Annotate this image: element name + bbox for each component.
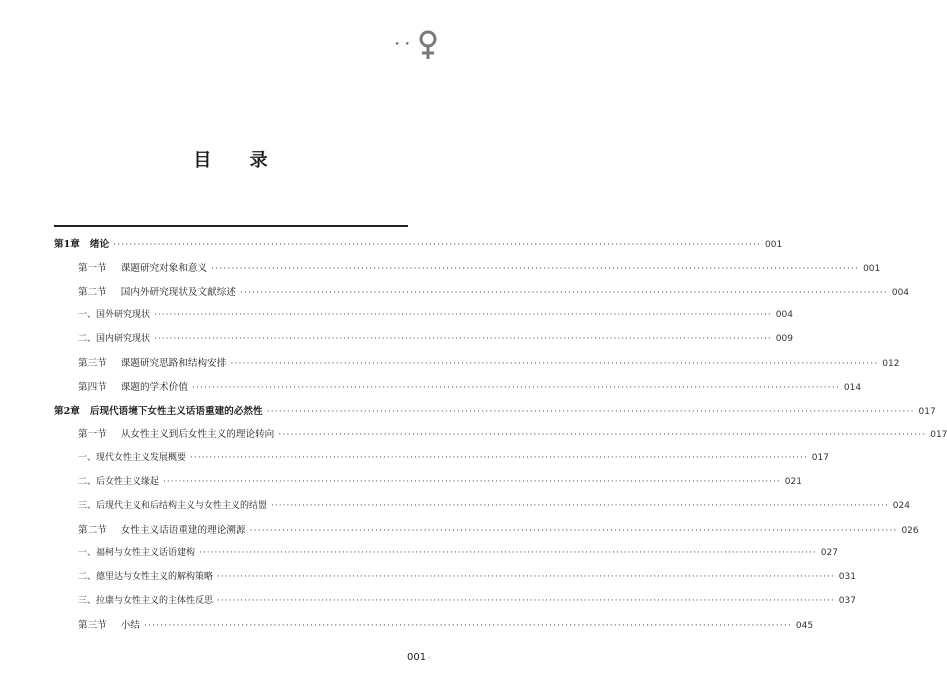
toc-entry-page: 031	[838, 572, 856, 583]
toc-entry-number: 第三节	[78, 619, 107, 631]
toc-entry-number: 第二节	[78, 286, 107, 298]
toc-entry-page: 017	[811, 453, 829, 464]
toc-entry[interactable]	[54, 498, 910, 522]
toc-entry-number: 第2章	[54, 405, 80, 417]
toc-entry-label: 从女性主义到后女性主义的理论转向	[120, 429, 275, 441]
toc-entry-title	[78, 593, 213, 606]
toc-entry-title	[78, 522, 246, 536]
toc-leader-dots: ································································································································································	[217, 595, 835, 606]
toc-entry-label: 二、德里达与女性主义的解构策略	[78, 572, 214, 583]
toc-leader-dots: ································································································································································	[113, 239, 761, 250]
divider	[54, 225, 408, 227]
toc-entry[interactable]	[54, 450, 829, 474]
toc-entry-number: 第三节	[78, 357, 107, 369]
toc-entry-page: 009	[775, 334, 793, 345]
toc-entry-title	[78, 284, 236, 298]
toc-leader-dots: ································································································································································	[190, 453, 808, 464]
toc-entry-number: 第四节	[78, 381, 107, 393]
toc-entry-title	[78, 545, 195, 558]
toc-leader-dots: ································································································································································	[154, 334, 772, 345]
toc-entry-label: 一、国外研究现状	[78, 310, 151, 321]
toc-leader-dots: ································································································································································	[278, 429, 927, 441]
toc-entry-label: 课题研究对象和意义	[120, 262, 208, 274]
footer-page-number	[407, 652, 431, 663]
toc-leader-dots: ································································································································································	[266, 405, 915, 417]
toc-entry-title	[78, 260, 207, 274]
toc-entry[interactable]	[54, 474, 802, 498]
toc-leader-dots: ································································································································································	[199, 548, 817, 559]
toc-entry-title	[78, 617, 140, 631]
toc-entry-label: 一、现代女性主义发展概要	[78, 453, 187, 464]
toc-entry-title	[78, 450, 186, 463]
toc-entry-label: 后现代语境下女性主义话语重建的必然性	[89, 405, 263, 417]
toc-leader-dots: ································································································································································	[217, 572, 835, 583]
toc-entry-label: 一、福柯与女性主义话语建构	[78, 548, 196, 559]
page-mark: ◦	[427, 654, 432, 662]
toc-leader-dots: ································································································································································	[271, 500, 889, 511]
toc-entry-label: 三、拉康与女性主义的主体性反思	[78, 595, 214, 606]
toc-entry[interactable]	[54, 593, 856, 617]
toc-entry-title	[78, 498, 267, 511]
toc-entry-page: 004	[775, 310, 793, 321]
page-title: 目 录	[193, 150, 284, 171]
toc-entry-title	[54, 403, 263, 417]
toc-entry-title	[54, 236, 109, 250]
toc-leader-dots: ································································································································································	[154, 310, 772, 321]
toc-leader-dots: ································································································································································	[230, 357, 879, 369]
toc-entry-title	[78, 331, 150, 344]
toc-entry-title	[78, 379, 188, 393]
toc-entry[interactable]	[54, 260, 881, 284]
toc-entry-label: 课题研究思路和结构安排	[120, 357, 227, 369]
toc-entry[interactable]	[54, 569, 856, 593]
toc-entry-title	[78, 474, 159, 487]
toc-entry[interactable]	[54, 545, 838, 569]
toc-entry-number: 第一节	[78, 262, 107, 274]
toc-entry-page: 004	[891, 287, 910, 298]
toc-entry[interactable]	[54, 355, 900, 379]
table-of-contents	[54, 236, 947, 641]
header-decoration	[395, 30, 439, 60]
toc-entry-label: 绪论	[89, 239, 110, 250]
toc-leader-dots: ································································································································································	[249, 524, 898, 536]
toc-entry[interactable]	[54, 379, 862, 403]
toc-entry-title	[78, 569, 213, 582]
toc-leader-dots: ································································································································································	[143, 619, 792, 631]
venus-icon	[417, 30, 439, 60]
toc-entry-number: 第1章	[54, 239, 80, 250]
toc-entry-label: 二、国内研究现状	[78, 334, 151, 345]
page-number: 001	[407, 652, 427, 663]
toc-entry-page: 045	[795, 620, 814, 631]
toc-entry-page: 027	[820, 548, 838, 559]
toc-entry-page: 001	[863, 263, 881, 274]
toc-entry[interactable]	[54, 331, 793, 355]
toc-entry-label: 三、后现代主义和后结构主义与女性主义的结盟	[78, 500, 268, 511]
toc-entry-label: 二、后女性主义缘起	[78, 476, 160, 487]
toc-entry-page: 021	[784, 476, 802, 487]
toc-entry-page: 026	[901, 525, 919, 536]
toc-entry-title	[78, 426, 274, 440]
toc-leader-dots: ································································································································································	[239, 286, 888, 298]
toc-entry-page: 001	[765, 240, 783, 250]
header-dots: • •	[394, 40, 411, 50]
toc-entry-page: 012	[882, 358, 900, 369]
toc-entry[interactable]	[54, 307, 793, 331]
toc-entry-page: 017	[918, 406, 936, 417]
toc-entry-label: 国内外研究现状及文献综述	[120, 286, 236, 298]
toc-entry-page: 014	[843, 382, 862, 393]
toc-entry-page: 024	[892, 500, 910, 511]
toc-entry-number: 第一节	[78, 429, 107, 441]
toc-entry-title	[78, 355, 226, 369]
toc-entry-page: 037	[838, 595, 856, 606]
toc-leader-dots: ································································································································································	[211, 262, 860, 274]
toc-entry[interactable]	[54, 284, 910, 308]
toc-entry-page: 017	[930, 430, 947, 441]
toc-entry-label: 课题的学术价值	[120, 381, 188, 393]
toc-entry[interactable]	[54, 236, 783, 260]
toc-entry[interactable]	[54, 426, 947, 450]
toc-entry-label: 小结	[120, 619, 140, 631]
toc-leader-dots: ································································································································································	[163, 476, 781, 487]
toc-entry[interactable]	[54, 522, 919, 546]
toc-entry-label: 女性主义话语重建的理论溯源	[120, 524, 246, 536]
toc-entry[interactable]	[54, 617, 814, 641]
toc-entry-title	[78, 307, 150, 320]
toc-entry[interactable]	[54, 403, 936, 427]
toc-entry-number: 第二节	[78, 524, 107, 536]
toc-leader-dots: ································································································································································	[191, 381, 840, 393]
